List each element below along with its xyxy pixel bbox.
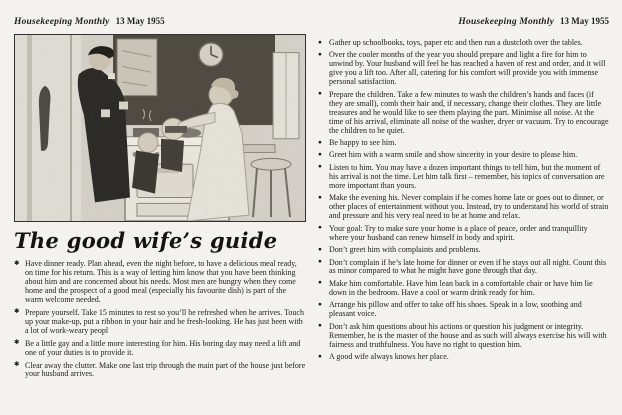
right-page-header [318,16,609,27]
advice-item [318,139,609,148]
advice-text: Don’t complain if he’s late home for dinner or even if he stays out all night. Count this as minor compared to what he might have gone through that day. [329,257,607,276]
advice-text: Have dinner ready. Plan ahead, even the night before, to have a delicious meal ready, on time for his return. This is a way of letting him know that you have been thinking about him and are concerned about his needs. Most men are hungry when they come home and the prospect of a good meal (especially his favourite dish) is part of the warm welcome needed. [25,259,297,304]
advice-item [14,362,306,380]
advice-item [318,91,609,136]
advice-item [14,340,306,358]
bullet-marker: ● [318,322,322,330]
advice-text: Clear away the clutter. Make one last trip through the main part of the house just before your husband arrives. [25,360,306,379]
scan-grain [15,35,305,221]
advice-item [318,301,609,319]
bullet-marker: ● [318,300,322,308]
advice-text: Make him comfortable. Have him lean back in a comfortable chair or have him lie down in the bedroom. Have a cool or warm drink ready for him. [329,278,593,297]
bullet-marker: ● [318,193,322,201]
bullet-marker: ✱ [14,361,20,369]
bullet-marker: ● [318,90,322,98]
advice-text: Prepare the children. Take a few minutes to wash the children’s hands and faces (if they are small), comb their hair and, if necessary, change their clothes. They are little treasures and he would like to see them playing the part. Minimise all noise. At the time of his arrival, eliminate all noise of the washer, dryer or vacuum. Try to encourage the children to be quiet. [329,89,609,135]
advice-item [14,309,306,336]
bullet-marker: ● [318,138,322,146]
advice-item [318,39,609,48]
left-page-header [14,16,306,27]
advice-item [318,225,609,243]
advice-text: Over the cooler months of the year you should prepare and light a fire for him to unwind by. Your husband will feel he has reached a haven of rest and order, and it will give you a lift too. After all, catering for his comfort will provide you with immense personal satisfaction. [329,50,606,87]
bullet-marker: ● [318,245,322,253]
advice-text: Listen to him. You may have a dozen important things to tell him, but the moment of his arrival is not the time. Let him talk first – remember, his topics of conversation are more important than yours. [329,162,605,190]
advice-item [318,194,609,221]
bullet-marker: ● [318,150,322,158]
advice-item [318,164,609,191]
advice-item [318,280,609,298]
advice-text: Gather up schoolbooks, toys, paper etc and then run a dustcloth over the tables. [329,38,583,47]
bullet-marker: ● [318,50,322,58]
advice-text: Make the evening his. Never complain if he comes home late or goes out to dinner, or other places of entertainment without you. Instead, try to understand his world of strain and pressure and his very real need to be at home and relax. [329,193,609,221]
bullet-marker: ● [318,258,322,266]
bullet-marker: ✱ [14,308,20,316]
advice-text: Don’t greet him with complaints and problems. [329,245,481,255]
advice-text: Don’t ask him questions about his actions or question his judgment or integrity. Remember, he is the master of the house and as such will always exercise his will with fairness and truthfulness. You have no right to question him. [329,321,607,349]
issue-date: 13 May 1955 [115,16,165,26]
advice-text: A good wife always knows her place. [329,352,449,362]
advice-text: Be happy to see him. [329,138,397,148]
advice-item [318,246,609,255]
advice-text: Greet him with a warm smile and show sincerity in your desire to please him. [329,150,578,160]
advice-text: Your goal: Try to make sure your home is a place of peace, order and tranquillity where your husband can renew himself in body and spirit. [329,223,588,242]
advice-item [14,260,306,305]
kitchen-illustration [14,34,306,222]
bullet-marker: ✱ [14,339,20,347]
left-bullet-list [14,260,306,379]
advice-item [318,259,609,277]
advice-item [318,51,609,87]
advice-item [318,353,609,362]
advice-text: Prepare yourself. Take 15 minutes to rest so you’ll be refreshed when he arrives. Touch up your make-up, put a ribbon in your hair and be fresh-looking. He has just been with a lot of work-weary peopl [25,307,304,335]
magazine-title: Housekeeping Monthly [14,17,110,27]
magazine-title: Housekeeping Monthly [458,17,554,27]
issue-date: 13 May 1955 [560,16,609,26]
bullet-marker: ✱ [14,259,20,267]
right-bullet-list [318,39,609,362]
bullet-marker: ● [318,163,322,171]
article-title: The good wife’s guide [14,228,278,253]
advice-item [318,323,609,350]
bullet-marker: ● [318,352,322,360]
bullet-marker: ● [318,38,322,46]
kitchen-scene-drawing [15,35,305,221]
bullet-marker: ● [318,279,322,287]
left-page [14,16,306,383]
advice-text: Be a little gay and a little more interesting for him. His boring day may need a lift and one of your duties is to provide it. [25,338,301,357]
advice-item [318,151,609,160]
right-page [318,16,609,366]
bullet-marker: ● [318,224,322,232]
advice-text: Arrange his pillow and offer to take off his shoes. Speak in a low, soothing and pleasant voice. [329,300,582,319]
